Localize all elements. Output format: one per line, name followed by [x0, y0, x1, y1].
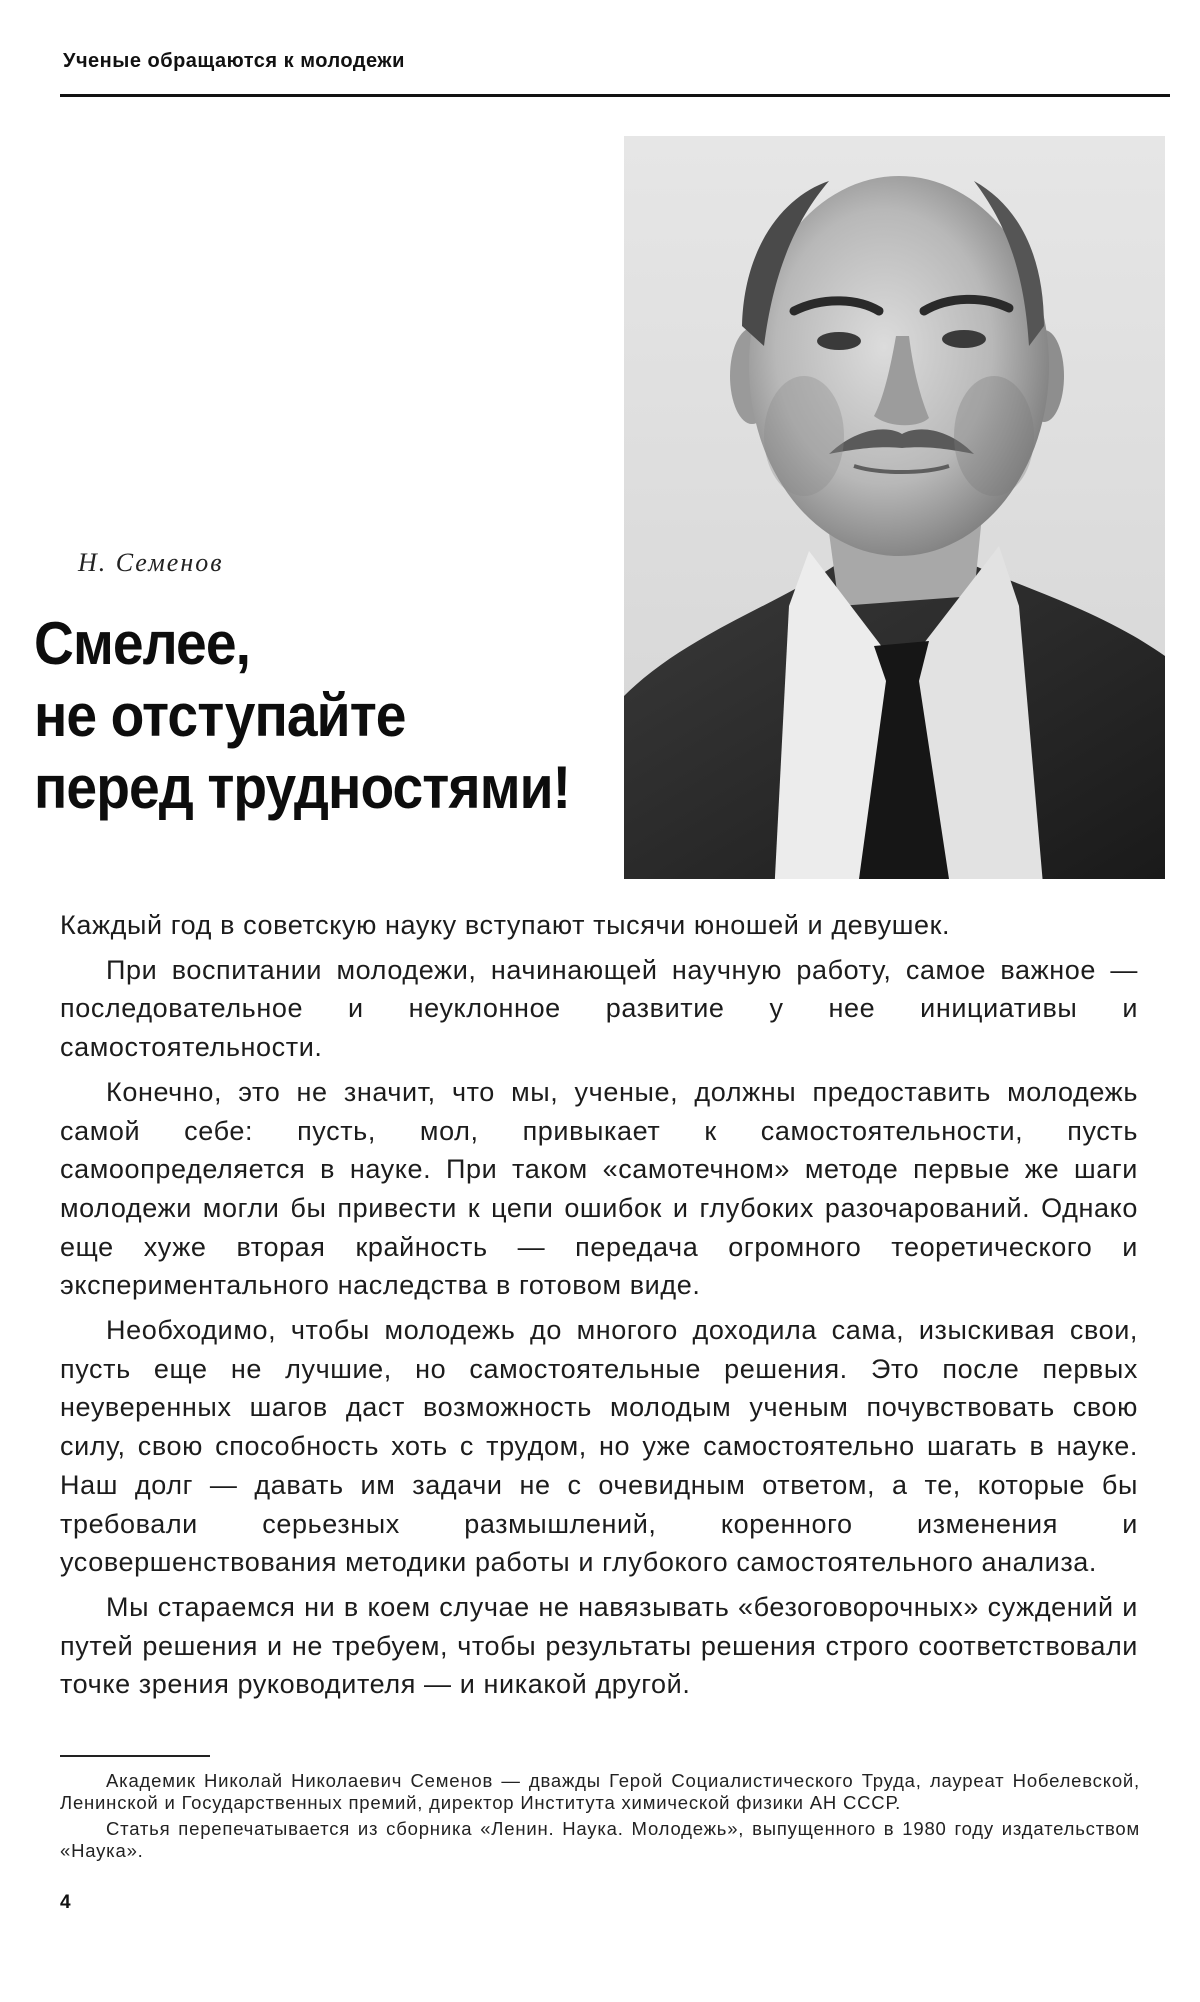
- headline-line-1: Смелее,: [34, 610, 251, 677]
- page-number: 4: [60, 1892, 71, 1913]
- author-name: Н. Семенов: [78, 548, 224, 577]
- headline-line-3: перед трудностями!: [34, 754, 571, 821]
- footnote-1: Академик Николай Николаевич Семенов — дважды Герой Социалистического Труда, лауреат Нобелевской, Ленинской и Государственных премий, директор Института химической физики АН СССР.: [60, 1770, 1140, 1813]
- article-headline: [34, 608, 571, 824]
- paragraph-3: Конечно, это не значит, что мы, ученые, должны предоставить молодежь самой себе: пусть, мол, привыкает к самостоятельности, пусть самоопределяется в науке. При таком «самотечном» методе первые же шаги молодежи могли бы привести к цепи ошибок и глубоких разочарований. Однако еще хуже вторая крайность — передача огромного теоретического и экспериментального наследства в готовом виде.: [60, 1076, 1138, 1301]
- headline-line-2: не отступайте: [34, 682, 406, 749]
- header-rule: [60, 94, 1170, 97]
- footnote-2: Статья перепечатывается из сборника «Ленин. Наука. Молодежь», выпущенного в 1980 году издательством «Наука».: [60, 1818, 1140, 1861]
- article-body: [60, 906, 1138, 1710]
- paragraph-2: При воспитании молодежи, начинающей научную работу, самое важное — последовательное и неуклонное развитие у нее инициативы и самостоятельности.: [60, 954, 1138, 1063]
- portrait-illustration: [624, 136, 1165, 879]
- section-title: Ученые обращаются к молодежи: [63, 50, 405, 72]
- paragraph-1: Каждый год в советскую науку вступают тысячи юношей и девушек.: [60, 910, 951, 940]
- paragraph-5: Мы стараемся ни в коем случае не навязывать «безоговорочных» суждений и путей решения и не требуем, чтобы результаты решения строго соответствовали точке зрения руководителя — и никакой другой.: [60, 1591, 1138, 1700]
- footnotes: [60, 1770, 1140, 1866]
- author-portrait-photo: [624, 136, 1165, 879]
- paragraph-4: Необходимо, чтобы молодежь до многого доходила сама, изыскивая свои, пусть еще не лучшие, но самостоятельные решения. Это после первых неуверенных шагов даст возможность молодым ученым почувствовать свою силу, свою способность хоть с трудом, но уже самостоятельно шагать в науке. Наш долг — давать им задачи не с очевидным ответом, а те, которые бы требовали серьезных размышлений, коренного изменения и усовершенствования методики работы и глубокого самостоятельного анализа.: [60, 1315, 1138, 1578]
- footnote-rule: [60, 1755, 210, 1757]
